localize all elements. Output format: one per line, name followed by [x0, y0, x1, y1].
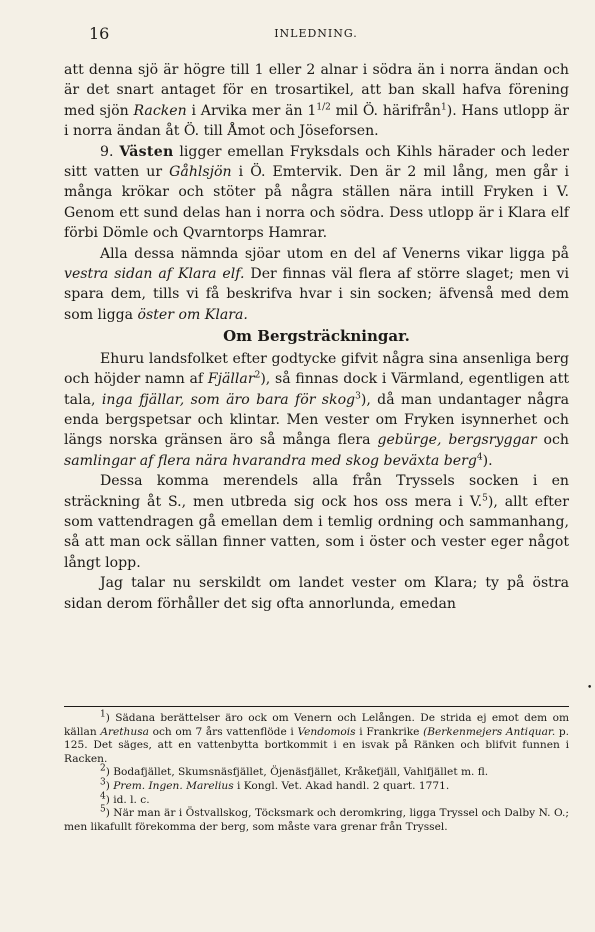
text-run: Dessa komma merendels alla från Tryssels socken i en sträckning åt S., men utbreda sig ock hos oss mera i V. [64, 473, 569, 510]
text-run: och [536, 432, 570, 449]
text-run: och om 7 års vattenflöde i [148, 725, 298, 738]
footnotes [64, 709, 569, 834]
footnote-4 [64, 791, 569, 808]
text-run: ligger emellan Fryksdals och Kihls härader och leder sitt vatten ur [64, 143, 569, 181]
footnote-3 [64, 777, 569, 794]
footnote-mark: 5 [100, 804, 106, 815]
footnote-mark: 2 [100, 763, 106, 774]
text-run: ). [482, 452, 493, 469]
text-run: ) [105, 779, 114, 792]
italic-run: öster om Klara. [137, 306, 248, 323]
text-run: i Ö. Emtervik. Den är 2 mil lång, men går i många krökar och stöter på några ställen nära intill Fryken i V. Genom ett sund delas han i norra och södra. Dess utlopp är i Klara elf förbi Dömle och Qvarntorps Hamrar. [64, 164, 569, 242]
footnote-mark: 4 [100, 791, 106, 802]
text-run: 9. [100, 143, 120, 160]
paragraph-6 [64, 573, 569, 614]
text-run: i Frankrike [355, 725, 424, 738]
page-header [63, 24, 569, 46]
text-run: ), då man undantager några enda bergspetsar och klintar. Men vester om Fryken isynnerhet och längs norska gränsen äro så många flera [64, 391, 569, 449]
footnote-ref[interactable]: 5 [482, 492, 488, 503]
italic-run: Fjällar [207, 371, 255, 388]
footnote-2 [64, 763, 569, 780]
section-heading: Om Bergsträckningar. [223, 327, 410, 346]
footnote-ref[interactable]: 3 [355, 390, 361, 401]
text-run: mil Ö. härifrån [330, 102, 441, 119]
text-run: ) Bodafjället, Skumsnäsfjället, Öjenäsfjället, Kråkefjäll, Vahlfjället m. fl. [105, 766, 489, 779]
text-run: ) När man är i Östvallskog, Töcksmark och deromkring, ligga Tryssel och Dalby N. O.; men likafullt förekomma der berg, som måste vara grenar från Tryssel. [64, 807, 569, 833]
text-run: Alla dessa nämnda sjöar utom en del af Venerns vikar ligga på [100, 245, 569, 262]
paragraph-5 [64, 471, 569, 573]
footnote-1 [64, 709, 569, 766]
italic-run: samlingar af flera nära hvarandra med skog beväxta berg [64, 452, 477, 469]
paragraph-1 [64, 60, 569, 142]
text-run: p. 125. Det säges, att en vattenbytta bortkommit i en isvak på Ränken och blifvit funnen i Racken. [64, 725, 569, 765]
italic-run: Gåhlsjön [169, 164, 232, 181]
italic-run: Arethusa [100, 725, 149, 738]
paragraph-3 [64, 244, 569, 326]
italic-run: (Berkenmejers Antiquar. [423, 725, 556, 738]
text-run: i Kongl. Vet. Akad handl. 2 quart. 1771. [233, 779, 450, 792]
footnote-mark: 1 [100, 709, 106, 720]
bold-run: Västen [119, 143, 174, 160]
text-run: ), allt efter som vattendragen gå emellan dem i temlig ordning och sammanhang, så att man ock sällan finner vatten, som i öster och vester eger något långt lopp. [64, 493, 569, 571]
italic-run: inga fjällar, som äro bara för skog [101, 391, 356, 408]
text-run: Jag talar nu serskildt om landet vester om Klara; ty på östra sidan derom förhåller det sig ofta annorlunda, emedan [64, 575, 569, 612]
body-text [64, 60, 569, 614]
footnote-ref[interactable]: 1 [440, 102, 447, 113]
footnote-ref[interactable]: 2 [254, 370, 261, 381]
footnote-5 [64, 804, 569, 834]
paragraph-4 [64, 349, 569, 471]
page-number: 16 [89, 24, 110, 43]
margin-mark: • [587, 683, 593, 693]
italic-run: Racken [133, 102, 187, 119]
footnote-ref[interactable]: 4 [476, 452, 483, 463]
text-run: ). Hans utlopp är i norra ändan åt Ö. till Åmot och Jöseforsen. [64, 102, 569, 140]
text-run: att denna sjö är högre till 1 eller 2 alnar i södra än i norra ändan och är det snart antaget för en trosartikel, att ban skall hafva förening med sjön [64, 62, 569, 119]
text-run: Ehuru landsfolket efter godtycke gifvit några sina ansenliga berg och höjder namn af [64, 350, 569, 388]
text-run: i Arvika mer än 1 [186, 102, 317, 119]
italic-run: gebürge, bergsryggar [377, 432, 537, 449]
text-run: ), så finnas dock i Värmland, egentligen att tala, [64, 371, 570, 408]
italic-run: Prem. Ingen. Marelius [113, 779, 234, 792]
italic-run: Vendomois [297, 725, 356, 738]
paragraph-2 [64, 142, 569, 244]
running-title: INLEDNING. [274, 27, 358, 40]
text-run: Der finnas väl flera af större slaget; men vi spara dem, tills vi få beskrifva hvar i sin socken; äfvenså med dem som ligga [64, 266, 570, 323]
text-run: ) Sädana berättelser äro ock om Venern och Lelången. De strida ej emot dem om källan [64, 712, 569, 738]
fraction: 1/2 [316, 102, 331, 113]
text-run: ) id. l. c. [105, 793, 150, 806]
italic-run: vestra sidan af Klara elf. [64, 266, 245, 283]
footnote-mark: 3 [100, 777, 106, 788]
footnote-divider [64, 706, 569, 707]
